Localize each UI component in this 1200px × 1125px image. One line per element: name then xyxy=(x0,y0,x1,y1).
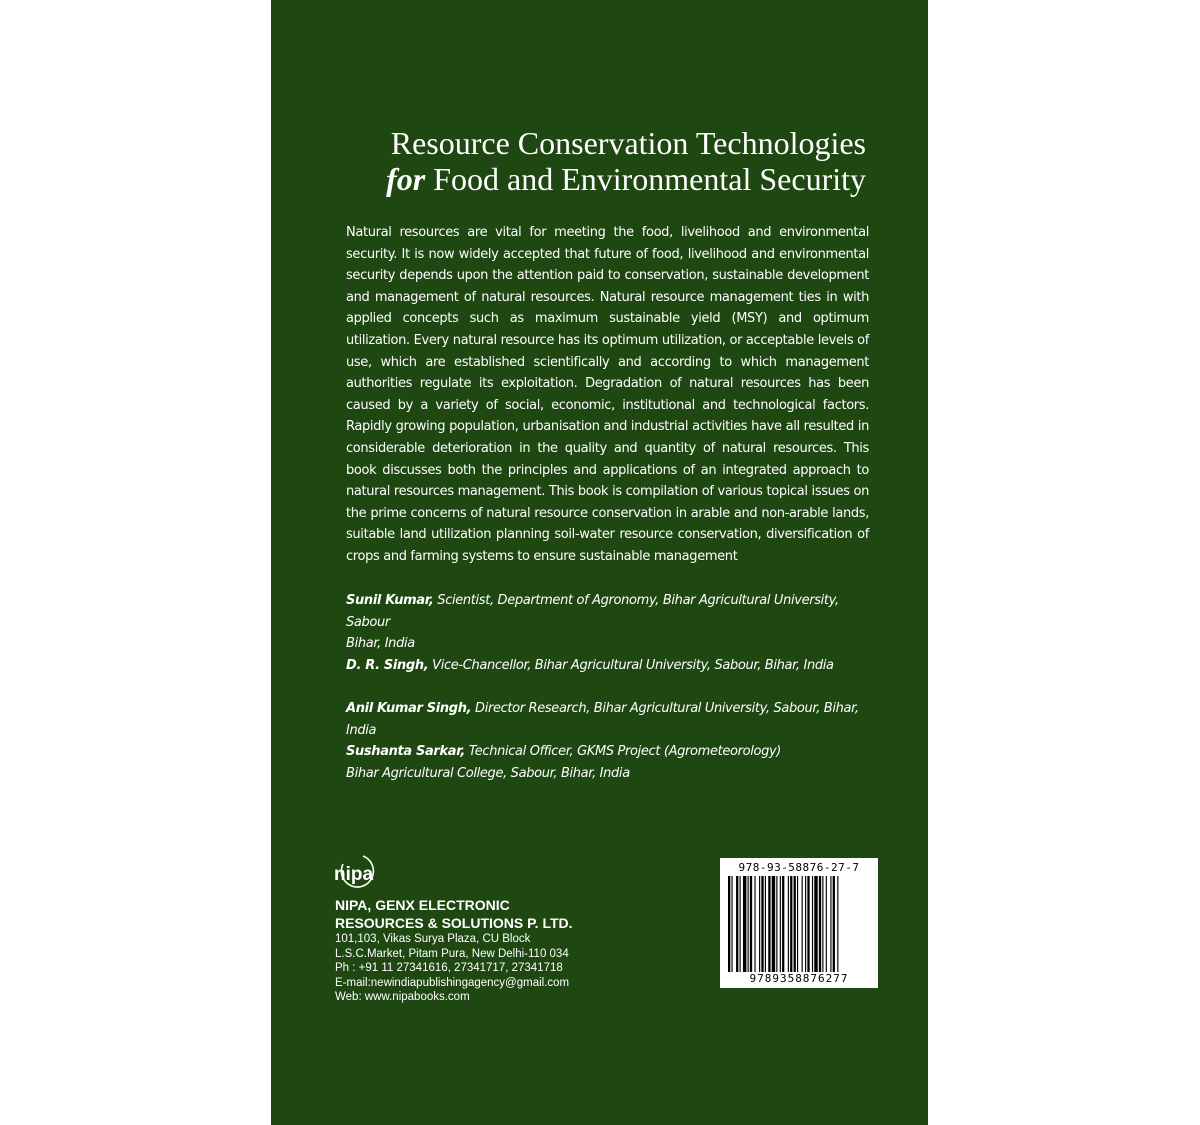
barcode-bar xyxy=(754,876,755,972)
barcode-bar xyxy=(761,876,763,972)
author-name: Anil Kumar Singh, xyxy=(346,701,472,716)
barcode-bar xyxy=(776,876,777,972)
publisher-phone: Ph : +91 11 27341616, 27341717, 27341718 xyxy=(335,962,563,974)
author-affiliation: Scientist, Department of Agronomy, Bihar Agricultural University, Sabour xyxy=(346,593,839,630)
publisher-name-line-2: RESOURCES & SOLUTIONS P. LTD. xyxy=(335,915,573,931)
title-line-2-rest: Food and Environmental Security xyxy=(433,161,866,197)
author-name: D. R. Singh, xyxy=(346,658,429,673)
title-for: for xyxy=(386,161,426,197)
publisher-address-1: 101,103, Vikas Surya Plaza, CU Block xyxy=(335,933,531,945)
author-affiliation: Technical Officer, GKMS Project (Agrometeorology) xyxy=(468,744,782,759)
author-affiliation-cont: Bihar, India xyxy=(346,636,415,652)
book-back-cover xyxy=(271,0,928,1125)
barcode-bar xyxy=(743,876,746,972)
barcode-bar xyxy=(807,876,809,972)
title-line-2 xyxy=(331,161,866,197)
publisher-name-line-1: NIPA, GENX ELECTRONIC xyxy=(335,897,510,913)
barcode-bar xyxy=(740,876,741,972)
barcode-bar xyxy=(814,876,817,972)
publisher-email: E-mail:newindiapublishingagency@gmail.com xyxy=(335,976,570,989)
barcode-bar xyxy=(772,876,775,972)
isbn-text: 978-93-58876-27-7 xyxy=(738,861,860,874)
author-affiliation: Director Research, Bihar Agricultural University, Sabour, Bihar, India xyxy=(346,701,859,738)
barcode-bar xyxy=(748,876,749,972)
barcode-bar xyxy=(802,876,803,972)
barcode-bar xyxy=(788,876,789,972)
barcode-bars xyxy=(728,876,870,972)
barcode-bar xyxy=(822,876,823,972)
title-line-1: Resource Conservation Technologies xyxy=(390,125,866,161)
author-affiliation: Vice-Chancellor, Bihar Agricultural University, Sabour, Bihar, India xyxy=(432,658,834,673)
barcode-bar xyxy=(736,876,738,972)
publisher-info xyxy=(335,896,655,1005)
barcode-bar xyxy=(812,876,813,972)
author-entry xyxy=(346,698,876,741)
barcode-bar xyxy=(750,876,752,972)
barcode-bar xyxy=(790,876,792,972)
logo-text: nipa xyxy=(334,864,374,885)
barcode-bar xyxy=(728,876,730,972)
barcode-bar xyxy=(837,876,838,972)
author-entry xyxy=(346,741,876,784)
barcode-bar xyxy=(731,876,732,972)
barcode-bar xyxy=(833,876,835,972)
book-description: Natural resources are vital for meeting the food, livelihood and environmental security. It is now widely accepted that future of food, livelihood and environmental security depends upon the attention paid to conservation, sustainable development and management of natural resources. Natural resource management ties in with applied concepts such as maximum sustainable yield (MSY) and optimum utilization. Every natural resource has its optimum utilization, or acceptable levels of use, which are established scientifically and according to which management authorities regulate its exploitation. Degradation of natural resources has been caused by a variety of social, economic, institutional and technological factors. Rapidly growing population, urbanisation and industrial activities have all resulted in considerable deterioration in the quality and quantity of natural resources. This book discusses both the principles and applications of an integrated approach to natural resources management. This book is compilation of various topical issues on the prime concerns of natural resource conservation in arable and non-arable lands, suitable land utilization planning soil-water resource conservation, diversification of crops and farming systems to ensure sustainable management xyxy=(346,225,869,564)
author-name: Sushanta Sarkar, xyxy=(346,744,465,759)
barcode-bar xyxy=(794,876,796,972)
nipa-logo xyxy=(333,850,385,892)
book-title xyxy=(331,125,866,197)
author-entry xyxy=(346,655,876,677)
author-affiliation-cont: Bihar Agricultural College, Sabour, Bihar, India xyxy=(346,765,630,781)
barcode-bar xyxy=(819,876,821,972)
ean-digits: 9789358876277 xyxy=(749,972,849,985)
publisher-address-2: L.S.C.Market, Pitam Pura, New Delhi-110 034 xyxy=(335,947,569,960)
isbn-barcode xyxy=(720,858,878,988)
barcode-bar xyxy=(797,876,798,972)
publisher-web: Web: www.nipabooks.com xyxy=(335,991,470,1003)
barcode-bar xyxy=(759,876,760,972)
barcode-bar xyxy=(782,876,784,972)
author-entry xyxy=(346,590,876,655)
barcode-bar xyxy=(830,876,831,972)
barcode-bar xyxy=(805,876,806,972)
barcode-bar xyxy=(768,876,770,972)
barcode-bar xyxy=(826,876,827,972)
author-name: Sunil Kumar, xyxy=(346,593,434,608)
barcode-bar xyxy=(780,876,781,972)
barcode-bar xyxy=(765,876,766,972)
